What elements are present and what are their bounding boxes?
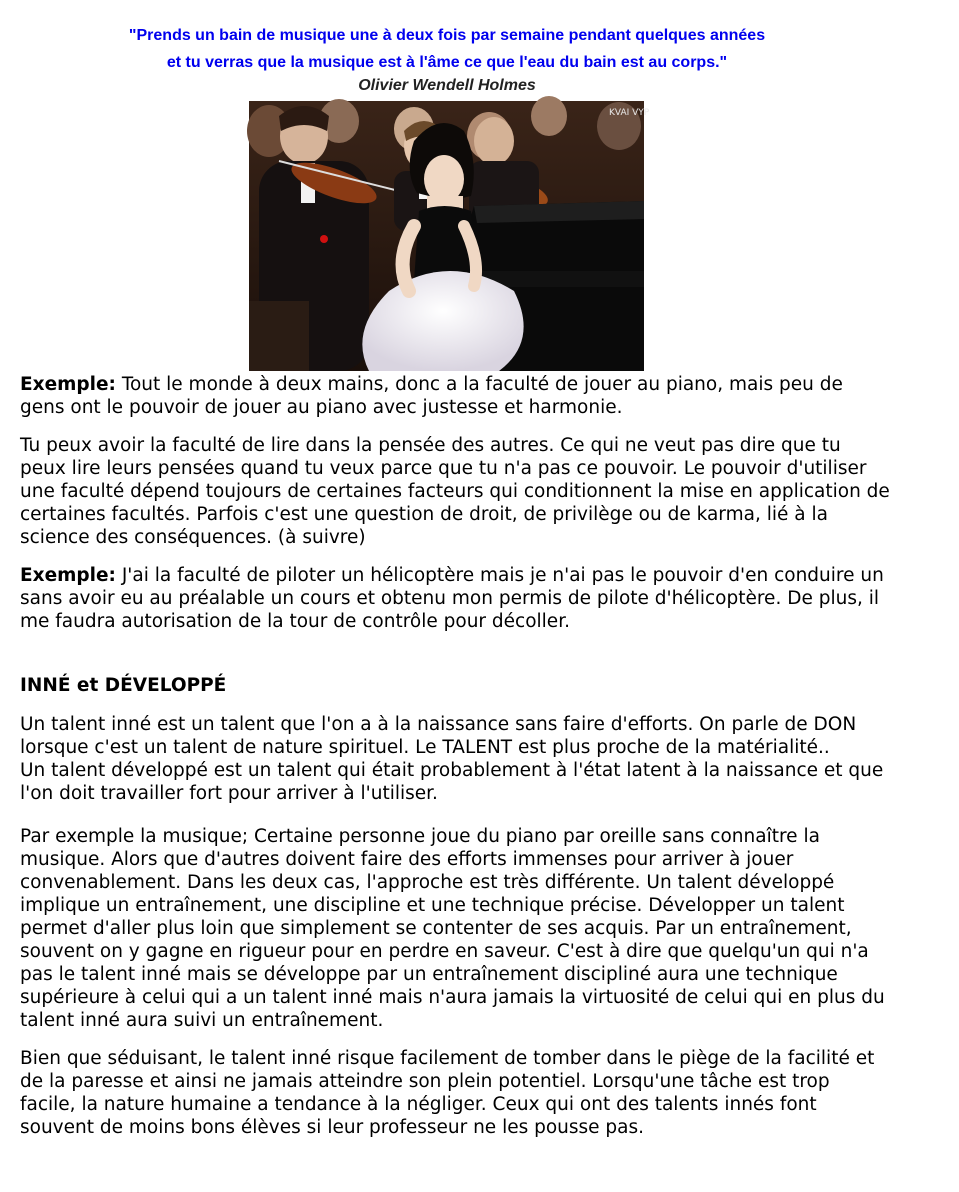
example-1-label: Exemple:	[20, 374, 116, 395]
example-2	[20, 564, 890, 633]
paragraph-developed: Un talent développé est un talent qui était probablement à l'état latent à la naissance et que l'on doit travailler fort pour arriver à l'utiliser.	[20, 760, 884, 804]
paragraph-faculty: Tu peux avoir la faculté de lire dans la pensée des autres. Ce qui ne veut pas dire que tu peux lire leurs pensées quand tu veux parce que tu n'a pas ce pouvoir. Le pouvoir d'utiliser une faculté dépend toujours de certaines facteurs qui conditionnent la mise en application de certaines facultés. Parfois c'est une question de droit, de privilège ou de karma, lié à la science des conséquences. (à suivre)	[20, 435, 890, 548]
example-1	[20, 373, 890, 419]
quote-line-2: et tu verras que la musique est à l'âme ce que l'eau du bain est au corps."	[166, 54, 728, 71]
quote-author: Olivier Wendell Holmes	[358, 77, 536, 94]
quote-block	[0, 22, 894, 97]
example-2-text: J'ai la faculté de piloter un hélicoptère mais je n'ai pas le pouvoir d'en conduire un sans avoir eu au préalable un cours et obtenu mon permis de pilote d'hélicoptère. De plus, il me faudra autorisation de la tour de contrôle pour décoller.	[20, 565, 884, 632]
example-1-text: Tout le monde à deux mains, donc a la faculté de jouer au piano, mais peu de gens ont le pouvoir de jouer au piano avec justesse et harmonie.	[20, 374, 843, 418]
pianist-orchestra-photo	[249, 101, 650, 371]
paragraph-innate-trap: Bien que séduisant, le talent inné risque facilement de tomber dans le piège de la facilité et de la paresse et ainsi ne jamais atteindre son plein potentiel. Lorsqu'une tâche est trop facile, la nature humaine a tendance à la négliger. Ceux qui ont des talents innés font souvent de moins bons élèves si leur professeur ne les pousse pas.	[20, 1048, 875, 1138]
quote-line-1: "Prends un bain de musique une à deux fois par semaine pendant quelques années	[128, 27, 766, 44]
article-content	[20, 373, 890, 1154]
section-heading: INNÉ et DÉVELOPPÉ	[20, 675, 227, 696]
paragraph-music-example: Par exemple la musique; Certaine personne joue du piano par oreille sans connaître la musique. Alors que d'autres doivent faire des efforts immenses pour arriver à jouer convenablement. Dans les deux cas, l'approche est très différente. Un talent développé implique un entraînement, une discipline et une technique précise. Développer un talent permet d'aller plus loin que simplement se contenter de ses acquis. Par un entraînement, souvent on y gagne en rigueur pour en perdre en saveur. C'est à dire que quelqu'un qui n'a pas le talent inné mais se développe par un entraînement discipliné aura une technique supérieure à celui qui a un talent inné mais n'aura jamais la virtuosité de celui qui en plus du talent inné aura suivi un entraînement.	[20, 826, 885, 1031]
paragraph-innate: Un talent inné est un talent que l'on a à la naissance sans faire d'efforts. On parle de DON lorsque c'est un talent de nature spirituel. Le TALENT est plus proche de la matérialité..	[20, 714, 857, 758]
paragraph-talent-definitions	[20, 713, 890, 805]
watermark-text: KVAI VYP	[609, 108, 650, 118]
example-2-label: Exemple:	[20, 565, 116, 586]
